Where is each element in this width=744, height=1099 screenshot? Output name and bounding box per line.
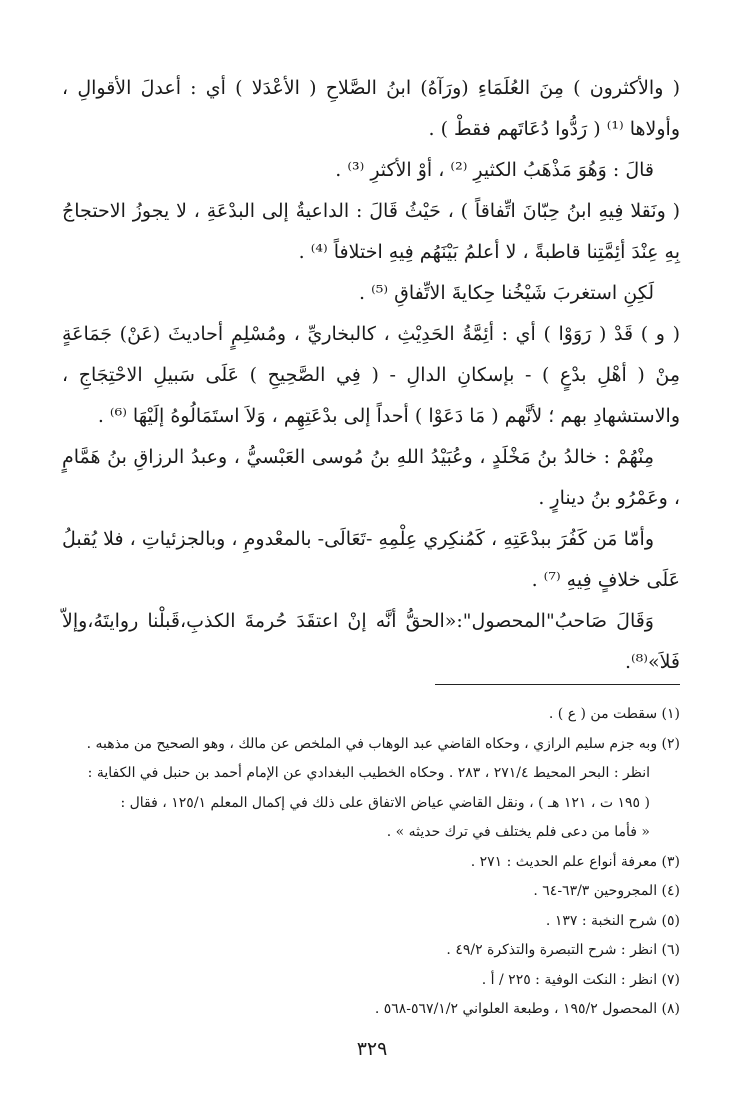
footnote-2: (٢) وبه جزم سليم الرازي ، وحكاه القاضي عبد الوهاب في الملخص عن مالك ، وهو الصحيح من مذهبه . [86,735,680,752]
main-text [62,68,680,683]
footnote-3: (٣) معرفة أنواع علم الحديث : ٢٧١ . [470,853,680,870]
footnote-4: (٤) المجروحين ٦٣/٣-٦٤ . [533,883,680,899]
page-number: ٣٢٩ [356,1038,388,1060]
paragraph-2: قالَ : وَهُوَ مَذْهَبُ الكثيرِ ⁽²⁾ ، أوْ الأكثرِ ⁽³⁾ . [335,159,654,181]
paragraph-1: ( والأكثرون ) مِنَ العُلَمَاءِ (ورَآهُ) ابنُ الصَّلاحِ ( الأعْدَلا ) أي : أعدلَ الأقوالِ ، وأولاها ⁽¹⁾ ( رَدُّوا دُعَاتَهم فقطْ ) . [62,77,680,140]
footnote-2-continuation: انظر : البحر المحيط ٢٧١/٤ ، ٢٨٣ . وحكاه الخطيب البغدادي عن الإمام أحمد بن حنبل في الكفاية : [87,765,650,781]
paragraph-8: وَقَالَ صَاحبُ"المحصول":«الحقُّ أنَّه إنْ اعتقَدَ حُرمةَ الكذبِ،قَبلْنا روايتَهُ،وإلاّ فَلاَ»⁽⁸⁾. [62,610,680,673]
footnote-1: (١) سقطت من ( ع ) . [548,706,680,722]
footnote-2-continuation: ( ١٩٥ ت ، ١٢١ هـ ) ، ونقل القاضي عياض الاتفاق على ذلك في إكمال المعلم ١٢٥/١ ، فقال : [120,794,650,811]
footnotes [62,700,680,1025]
footnote-5: (٥) شرح النخبة : ١٣٧ . [545,912,680,929]
paragraph-4: لَكِنِ استغربَ شَيْخُنا حِكايةَ الاتِّفاقِ ⁽⁵⁾ . [359,282,654,304]
paragraph-6: مِنْهُمْ : خالدُ بنُ مَخْلَدٍ ، وعُبَيْدُ اللهِ بنُ مُوسى العَبْسيُّ ، وعبدُ الرزاقِ بنُ هَمَّامٍ ، وعَمْرُو بنُ دينارٍ . [62,446,680,509]
footnote-7: (٧) انظر : النكت الوفية : ٢٢٥ / أ . [481,971,680,988]
paragraph-3: ( ونَقلا فِيهِ ابنُ حِبّانَ اتِّفاقاً ) ، حَيْثُ قَالَ : الداعيةُ إلى البدْعَةِ ، لا يجوزُ الاحتجاجُ بِهِ عِنْدَ أئِمَّتِنا قاطبةً ، لا أعلمُ بَيْنَهُم فِيهِ اختلافاً ⁽⁴⁾ . [62,200,680,263]
paragraph-5: ( و ) قَدْ ( رَوَوْا ) أي : أئِمَّةُ الحَدِيْثِ ، كالبخاريِّ ، ومُسْلِمٍ أحاديثَ (عَنْ) جَمَاعَةٍ مِنْ ( أهْلِ بدْعٍ ) - بإسكانِ الدالِ - ( فِي الصَّحِيحِ ) عَلَى سَبيلِ الاحْتِجَاجِ ، والاستشهادِ بهم ؛ لأنَّهم ( مَا دَعَوْا ) أحداً إلى بدْعَتِهِم ، وَلاَ استَمَالُوهُ إلَيْهَا ⁽⁶⁾ . [62,323,680,427]
paragraph-7: وأمّا مَن كَفُرَ ببدْعَتِهِ ، كَمُنكِري عِلْمِهِ -تَعَالَى- بالمعْدومِ ، وبالجزئياتِ ، فلا يُقبلُ عَلَى خلافٍ فِيهِ ⁽⁷⁾ . [62,528,680,591]
footnote-2-quote: « فأما من دعى فلم يختلف في ترك حديثه » . [386,824,650,840]
footnote-8: (٨) المحصول ١٩٥/٢ ، وطبعة العلواني ٥٦٧/١/٢-٥٦٨ . [374,1001,680,1017]
footnote-separator [435,684,680,685]
footnote-6: (٦) انظر : شرح التبصرة والتذكرة ٤٩/٢ . [446,942,680,958]
